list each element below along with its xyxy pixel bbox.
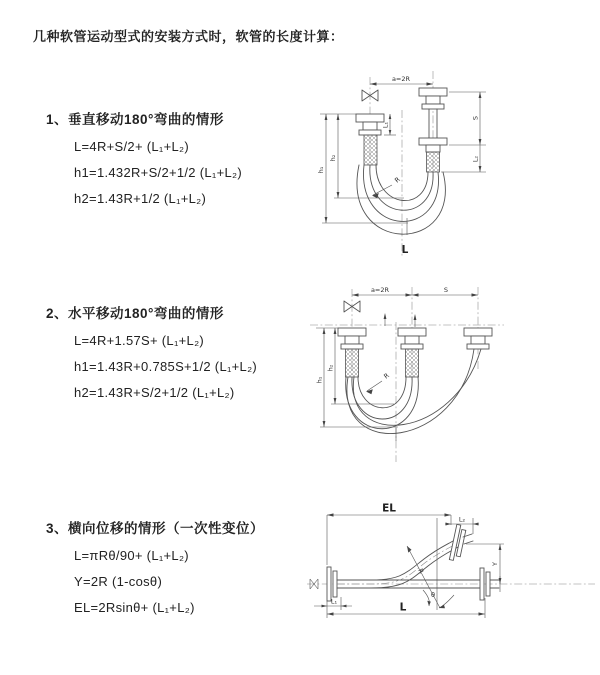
dim-l: [327, 598, 485, 618]
dim-label-l1: L₁: [330, 597, 338, 606]
dim-h2: [327, 328, 395, 404]
left-flange: [356, 114, 384, 165]
dim-label-h1: h₁: [315, 376, 324, 384]
dim-label-theta: θ: [431, 591, 435, 599]
section-3-formulas: [74, 543, 264, 621]
dim-label-el: EL: [382, 502, 396, 515]
dim-label-y: Y: [491, 562, 499, 566]
dim-label-a2r: a=2R: [391, 75, 411, 83]
dim-label-a2r: a=2R: [370, 286, 390, 294]
radius-leader: [372, 175, 402, 198]
formula-h1: h1=1.432R+S/2+1/2 (L₁+L₂): [74, 165, 242, 180]
upper-flange: [449, 524, 466, 561]
dim-l: [402, 218, 409, 256]
hose-curves: [357, 165, 445, 234]
left-flange: [338, 328, 366, 377]
right-flange-lower: [419, 138, 447, 172]
dim-label-l1: L₁: [381, 121, 390, 129]
section-2-heading: 2、水平移动180°弯曲的情形: [46, 306, 224, 321]
braided-hose-section: [427, 152, 440, 172]
section-3-heading: 3、横向位移的情形（一次性变位）: [46, 521, 265, 536]
braided-hose-section: [406, 349, 419, 377]
diagram-vertical-180-bend: [312, 68, 590, 263]
section-lateral-displacement: [46, 517, 264, 621]
hose-s-curve: [337, 541, 458, 588]
section-1-heading: 1、垂直移动180°弯曲的情形: [46, 112, 224, 127]
dim-label-l2: L₂: [471, 155, 480, 163]
right-flange: [480, 568, 500, 600]
dim-a2r: [370, 75, 433, 86]
braided-hose-section: [346, 349, 359, 377]
center-flange: [398, 328, 426, 377]
formula-el: EL=2Rsinθ+ (L₁+L₂): [74, 600, 195, 615]
dim-label-s: S: [471, 115, 480, 121]
dim-label-h1: h₁: [317, 166, 325, 174]
section-1-formulas: [74, 134, 242, 212]
radius-leader: [366, 371, 391, 394]
formula-h2: h2=1.43R+1/2 (L₁+L₂): [74, 191, 207, 206]
dim-label-h2: h₂: [329, 154, 337, 162]
formula-h2: h2=1.43R+S/2+1/2 (L₁+L₂): [74, 385, 235, 400]
dim-label-l: L: [399, 601, 407, 614]
section-2-formulas: [74, 328, 257, 406]
dim-l1: [314, 597, 352, 610]
formula-length: L=πRθ/90+ (L₁+L₂): [74, 548, 189, 563]
formula-length: L=4R+S/2+ (L₁+L₂): [74, 139, 189, 154]
dim-y: [466, 544, 504, 584]
dim-label-r: R: [416, 567, 426, 575]
dim-label-l: L: [401, 244, 409, 256]
dim-label-l2: L₂: [458, 515, 466, 524]
right-flange: [464, 328, 492, 349]
dim-a2r-and-s: [352, 286, 478, 297]
diagram-lateral-displacement: [303, 498, 600, 658]
dim-el: [327, 503, 451, 566]
formula-length: L=4R+1.57S+ (L₁+L₂): [74, 333, 205, 348]
page-title: 几种软管运动型式的安装方式时，软管的长度计算：: [33, 29, 344, 44]
braided-hose-section: [364, 135, 377, 165]
dim-label-s: S: [443, 286, 449, 294]
formula-h1: h1=1.43R+0.785S+1/2 (L₁+L₂): [74, 359, 258, 374]
section-vertical-bend: [46, 108, 242, 212]
diagram-horizontal-180-bend: [308, 282, 590, 477]
dim-l2: [472, 145, 482, 172]
dim-label-h2: h₂: [326, 364, 335, 372]
section-horizontal-bend: [46, 302, 257, 406]
dim-label-r: R: [382, 371, 391, 381]
formula-y: Y=2R (1-cosθ): [74, 574, 163, 589]
dim-label-r: R: [393, 175, 402, 185]
left-flange: [327, 567, 337, 601]
